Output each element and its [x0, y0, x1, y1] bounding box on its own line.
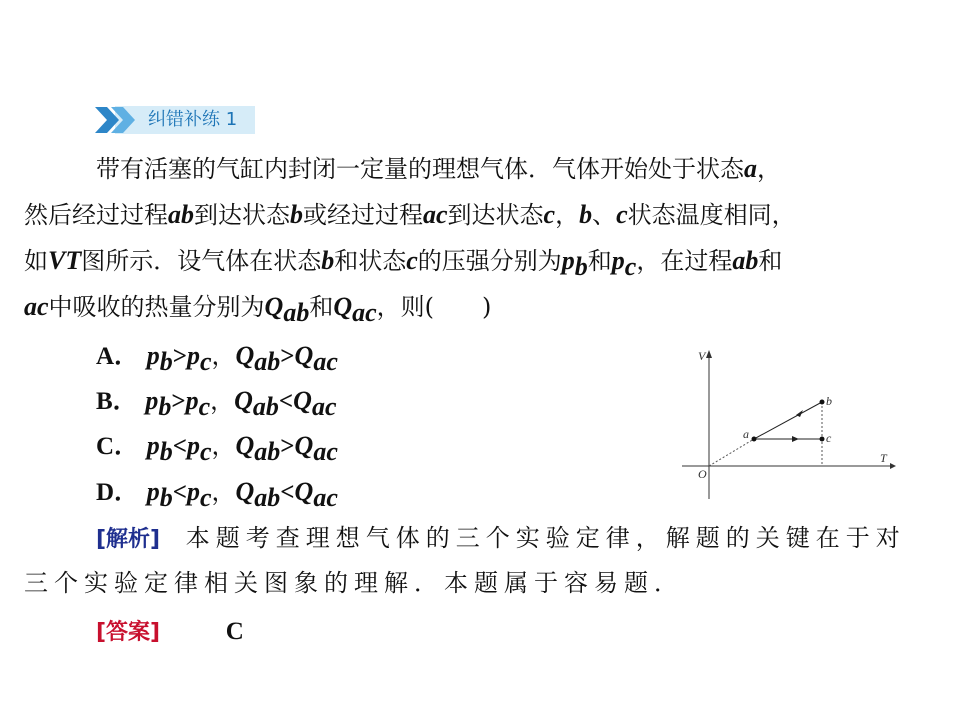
relation: > [280, 343, 295, 370]
subscript: c [199, 483, 212, 512]
label-a: a [743, 427, 749, 441]
point-b [820, 400, 825, 405]
subscript: ac [313, 483, 338, 512]
analysis-line-1 [96, 522, 906, 556]
subscript: b [159, 437, 173, 466]
var: Q [234, 386, 253, 415]
subscript: b [159, 347, 173, 376]
subscript: c [198, 392, 211, 421]
text: 和状态 [334, 247, 407, 275]
option-b[interactable] [96, 385, 336, 423]
answer-value: C [225, 618, 244, 645]
subscript: ab [254, 483, 281, 512]
subscript: c [199, 347, 212, 376]
question-line-1 [96, 153, 781, 185]
subscript: ac [313, 347, 338, 376]
var: c [406, 246, 418, 275]
question-line-3 [24, 245, 782, 283]
subscript: ab [252, 392, 279, 421]
var: Q [235, 477, 255, 506]
subscript: b [574, 252, 588, 281]
var: a [744, 154, 757, 183]
option-letter: B． [96, 388, 138, 415]
option-letter: C． [96, 433, 140, 460]
var: p [561, 246, 575, 275]
subscript: c [199, 437, 212, 466]
var: p [146, 477, 160, 506]
var: Q [264, 292, 284, 321]
var: ac [423, 200, 448, 229]
text: 图所示．设气体在状态 [81, 247, 322, 275]
relation: < [278, 388, 294, 415]
process-ab [754, 402, 822, 439]
text: 和 [587, 247, 612, 275]
relation: < [172, 433, 187, 460]
text: ， [555, 201, 580, 229]
text: 状态温度相同， [627, 201, 796, 229]
vt-graph [676, 344, 896, 504]
answer-line [96, 615, 244, 649]
var: VT [48, 246, 82, 275]
var: p [146, 431, 160, 460]
analysis-bracket: [解析] [96, 527, 161, 552]
var: c [543, 200, 556, 229]
subscript: ab [254, 347, 281, 376]
relation: < [280, 479, 295, 506]
option-c[interactable] [96, 430, 338, 468]
var: p [186, 341, 200, 370]
var: Q [294, 341, 314, 370]
var: ab [168, 200, 194, 229]
subscript: b [159, 483, 173, 512]
var: Q [235, 341, 255, 370]
label-c: c [826, 431, 832, 445]
question-line-2 [24, 199, 796, 231]
var: p [186, 477, 200, 506]
separator: ， [211, 478, 236, 506]
var: p [145, 386, 159, 415]
var: Q [293, 386, 312, 415]
var: p [185, 386, 199, 415]
subscript: ab [283, 298, 310, 327]
text: ， [757, 155, 781, 183]
var: ac [24, 292, 49, 321]
separator: ， [210, 387, 235, 415]
var: c [616, 200, 628, 229]
origin-label: O [698, 467, 707, 481]
text: 然后经过过程 [24, 201, 168, 229]
text: ，则( ) [376, 293, 492, 321]
subscript: b [158, 392, 172, 421]
var: Q [235, 431, 255, 460]
var: b [290, 200, 303, 229]
text: 如 [24, 247, 48, 275]
var: p [146, 341, 160, 370]
var: ab [732, 246, 759, 275]
point-c [820, 437, 825, 442]
var: Q [294, 477, 314, 506]
v-axis-arrow-icon [706, 350, 712, 358]
text: 到达状态 [194, 201, 290, 229]
v-axis-label: V [698, 349, 706, 363]
text: 中吸收的热量分别为 [48, 293, 265, 321]
analysis-line-2 [24, 567, 684, 599]
text: 的压强分别为 [417, 247, 562, 275]
section-tag-label: 纠错补练 1 [148, 109, 238, 130]
text: 、 [592, 201, 617, 229]
text: 和 [309, 293, 334, 321]
label-b: b [826, 394, 832, 408]
analysis-text-1: 本题考查理想气体的三个实验定律，解题的关键在于对 [185, 524, 906, 552]
option-a[interactable] [96, 340, 338, 378]
var: Q [294, 431, 314, 460]
option-d[interactable] [96, 476, 338, 514]
text: 或经过过程 [303, 201, 423, 229]
relation: < [172, 479, 187, 506]
extension-dashed [709, 439, 754, 466]
var: p [186, 431, 200, 460]
relation: > [171, 388, 186, 415]
var: b [321, 246, 335, 275]
subscript: ac [311, 392, 337, 421]
arrow-ac-icon [792, 436, 799, 442]
option-letter: D． [96, 479, 140, 506]
var: p [611, 246, 625, 275]
text: 带有活塞的气缸内封闭一定量的理想气体．气体开始处于状态 [96, 155, 744, 183]
text: ，在过程 [636, 247, 733, 275]
separator: ， [211, 432, 236, 460]
subscript: ab [254, 437, 281, 466]
var: b [579, 200, 593, 229]
point-a [752, 437, 757, 442]
t-axis-label: T [880, 451, 887, 465]
relation: > [280, 433, 295, 460]
text: 和 [758, 247, 783, 275]
subscript: ac [352, 298, 377, 327]
question-line-4 [24, 291, 491, 329]
relation: > [172, 343, 187, 370]
subscript: c [624, 252, 637, 281]
subscript: ac [313, 437, 338, 466]
option-letter: A． [96, 343, 140, 370]
separator: ， [211, 342, 236, 370]
answer-bracket: [答案] [96, 620, 161, 645]
text: 到达状态 [447, 201, 544, 229]
analysis-text-2: 三个实验定律相关图象的理解．本题属于容易题． [24, 569, 684, 597]
var: Q [333, 292, 353, 321]
t-axis-arrow-icon [890, 463, 896, 469]
